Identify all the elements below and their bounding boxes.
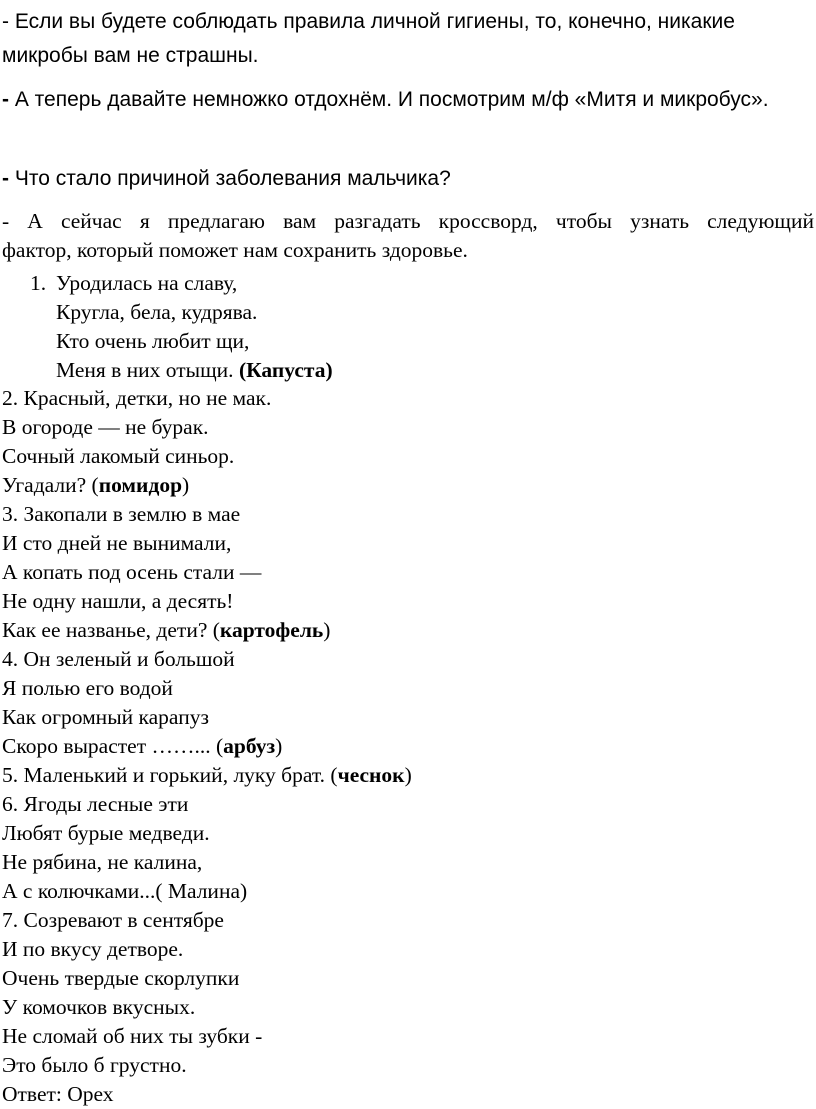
riddle-line: У комочков вкусных. xyxy=(2,995,196,1019)
riddle-line: ) xyxy=(404,763,412,787)
paragraph-line: фактор, который поможет нам сохранить здоровье. xyxy=(2,238,468,262)
paragraph-crossword-intro xyxy=(2,207,814,265)
riddle-answer-line: Ответ: Орех xyxy=(2,1082,114,1106)
paragraph-cartoon xyxy=(2,83,814,117)
riddle-line: Любят бурые медведи. xyxy=(2,821,210,845)
riddle-line: 6. Ягоды лесные эти xyxy=(2,792,189,816)
riddle-line: Это было б грустно. xyxy=(2,1053,187,1077)
riddle-line: И сто дней не вынимали, xyxy=(2,531,232,555)
dash: - xyxy=(2,167,9,190)
riddle-line: Как ее названье, дети? ( xyxy=(2,618,220,642)
riddle-line: ) xyxy=(182,473,190,497)
riddle-line: Не сломай об них ты зубки - xyxy=(2,1024,263,1048)
dash: - xyxy=(2,10,9,33)
riddle-line: В огороде — не бурак. xyxy=(2,415,209,439)
riddle-line: 4. Он зеленый и большой xyxy=(2,647,235,671)
riddle-line: Я полью его водой xyxy=(2,676,173,700)
riddle-line: Кто очень любит щи, xyxy=(56,329,250,353)
riddle-line: Сочный лакомый синьор. xyxy=(2,444,235,468)
riddle-line: 2. Красный, детки, но не мак. xyxy=(2,386,272,410)
riddle-line: И по вкусу детворе. xyxy=(2,937,184,961)
paragraph-question xyxy=(2,162,814,196)
riddle-line: Меня в них отыщи. xyxy=(56,358,239,382)
riddle-line: ) xyxy=(323,618,331,642)
paragraph-text: А теперь давайте немножко отдохнём. И посмотрим м/ф «Митя и микробус». xyxy=(9,88,769,111)
paragraph-text: Если вы будете соблюдать правила личной гигиены, то, конечно, никакие микробы вам не страшны. xyxy=(2,10,735,67)
paragraph-text: Что стало причиной заболевания мальчика? xyxy=(9,167,451,190)
riddle-answer: арбуз xyxy=(223,734,276,758)
riddle-line: Угадали? ( xyxy=(2,473,99,497)
riddle-line: Скоро вырастет ……... ( xyxy=(2,734,224,758)
riddle-line: Очень твердые скорлупки xyxy=(2,966,240,990)
riddle-line: 7. Созревают в сентябре xyxy=(2,908,224,932)
riddle-line: 3. Закопали в землю в мае xyxy=(2,502,241,526)
riddles-list xyxy=(2,384,412,1109)
riddle-1 xyxy=(30,269,333,385)
riddle-line: Не одну нашли, а десять! xyxy=(2,589,234,613)
riddle-line: 5. Маленький и горький, луку брат. ( xyxy=(2,763,338,787)
riddle-line: Не рябина, не калина, xyxy=(2,850,203,874)
riddle-line: А с колючками...( Малина) xyxy=(2,879,248,903)
list-number: 1. xyxy=(30,271,47,295)
paragraph-line: - А сейчас я предлагаю вам разгадать кроссворд, чтобы узнать следующий xyxy=(2,209,814,233)
riddle-answer: (Капуста) xyxy=(238,358,333,382)
riddle-line: ) xyxy=(275,734,283,758)
riddle-line: Как огромный карапуз xyxy=(2,705,209,729)
dash: - xyxy=(2,88,9,111)
riddle-answer: картофель xyxy=(219,618,324,642)
paragraph-hygiene xyxy=(2,5,814,73)
riddle-line: Уродилась на славу, xyxy=(56,271,238,295)
riddle-answer: чеснок xyxy=(337,763,405,787)
riddle-line: Кругла, бела, кудрява. xyxy=(56,300,258,324)
riddle-line: А копать под осень стали — xyxy=(2,560,262,584)
riddle-answer: помидор xyxy=(98,473,183,497)
